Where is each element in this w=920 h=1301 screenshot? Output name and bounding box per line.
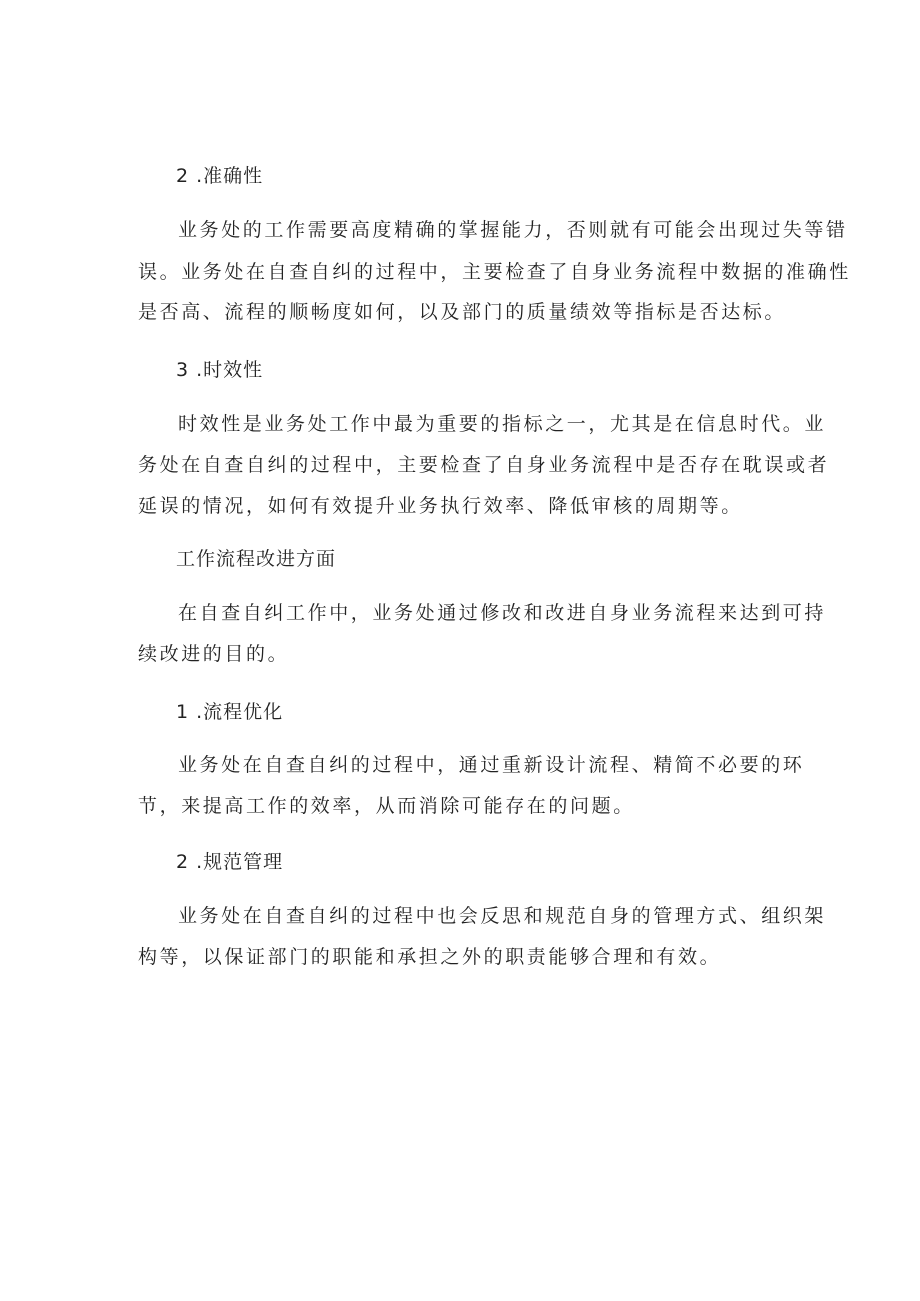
paragraph-line: 续改进的目的。 [138,643,290,665]
paragraph-line: 业务处的工作需要高度精确的掌握能力，否则就有可能会出现过失等错 [178,219,848,241]
paragraph-line: 误。业务处在自查自纠的过程中，主要检查了自身业务流程中数据的准确性 [138,261,851,283]
paragraph-line: 务处在自查自纠的过程中，主要检查了自身业务流程中是否存在耽误或者 [138,454,830,476]
paragraph-line: 在自查自纠工作中，业务处通过修改和改进自身业务流程来达到可持 [178,602,827,624]
paragraph-line: 节，来提高工作的效率，从而消除可能存在的问题。 [138,795,635,817]
paragraph-line: 业务处在自查自纠的过程中也会反思和规范自身的管理方式、组织架 [178,905,827,927]
section-heading-timeliness: 3 .时效性 [176,359,264,381]
paragraph-line: 时效性是业务处工作中最为重要的指标之一，尤其是在信息时代。业 [178,413,827,435]
paragraph-line: 是否高、流程的顺畅度如何，以及部门的质量绩效等指标是否达标。 [138,301,787,323]
section-heading-accuracy: 2 .准确性 [176,165,264,187]
section-heading-standard-management: 2 .规范管理 [176,851,284,873]
paragraph-line: 构等，以保证部门的职能和承担之外的职责能够合理和有效。 [138,946,722,968]
section-heading-process-optimization: 1 .流程优化 [176,701,284,723]
paragraph-line: 延误的情况，如何有效提升业务执行效率、降低审核的周期等。 [138,495,743,517]
paragraph-line: 业务处在自查自纠的过程中，通过重新设计流程、精简不必要的环 [178,754,805,776]
section-heading-process-improvement: 工作流程改进方面 [176,548,337,570]
